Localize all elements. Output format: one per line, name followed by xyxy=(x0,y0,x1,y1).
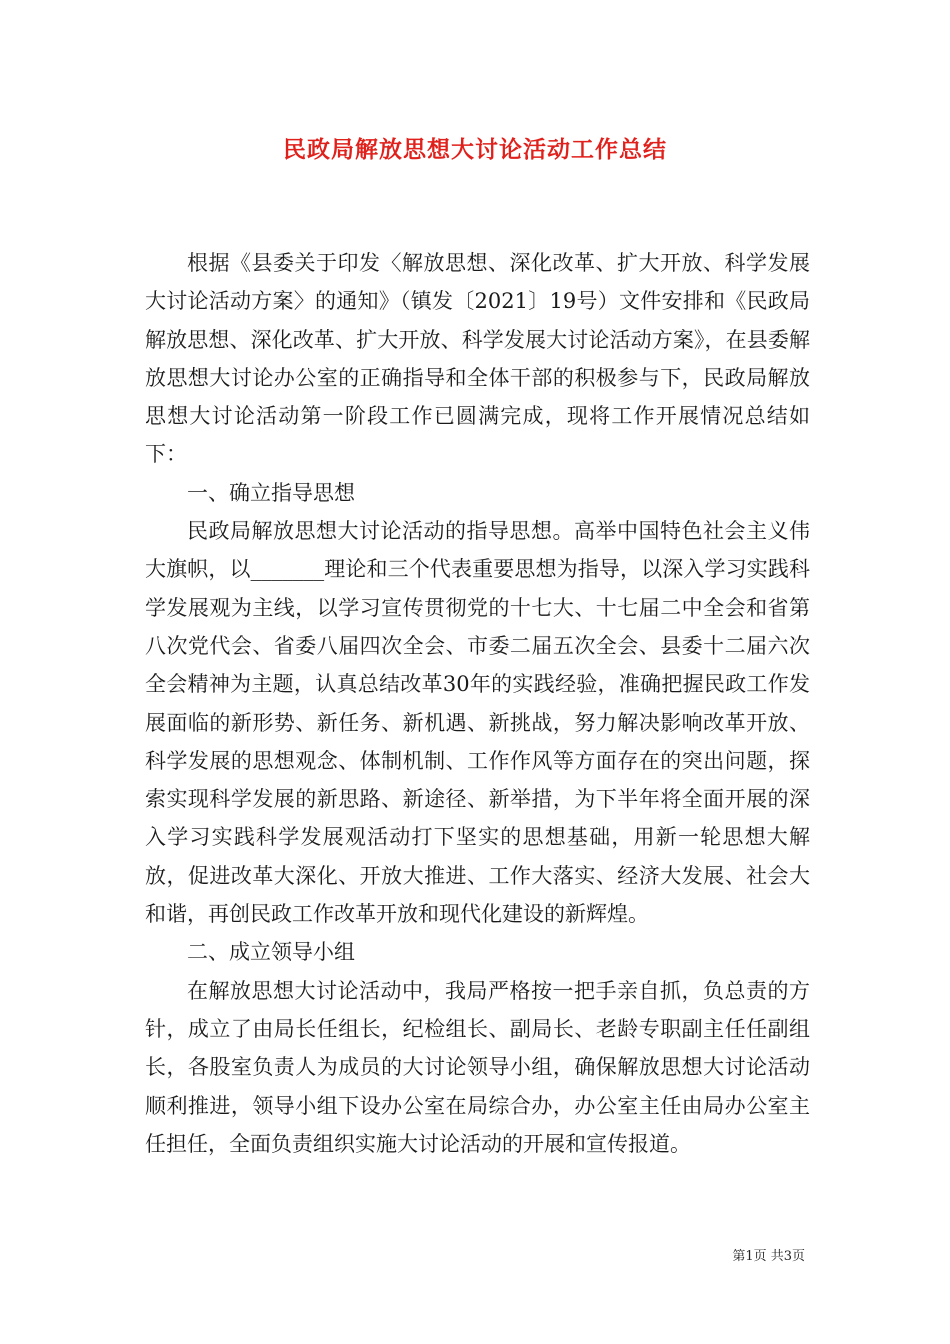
section-heading-leading-group: 二、成立领导小组 xyxy=(187,940,355,965)
document-body xyxy=(145,244,810,1163)
document-title: 民政局解放思想大讨论活动工作总结 xyxy=(283,136,667,163)
intro-paragraph: 根据《县委关于印发〈解放思想、深化改革、扩大开放、科学发展大讨论活动方案〉的通知》（镇发〔2021〕19号）文件安排和《民政局解放思想、深化改革、扩大开放、科学发展大讨论活动方案》，在县委解放思想大讨论办公室的正确指导和全体干部的积极参与下，民政局解放思想大讨论活动第一阶段工作已圆满完成，现将工作开展情况总结如下： xyxy=(145,251,810,467)
page-number: 第1页 共3页 xyxy=(732,1249,805,1264)
guiding-thought-paragraph: 民政局解放思想大讨论活动的指导思想。高举中国特色社会主义伟大旗帜，以_______理论和三个代表重要思想为指导，以深入学习实践科学发展观为主线，以学习宣传贯彻党的十七大、十七届二中全会和省第八次党代会、省委八届四次全会、市委二届五次全会、县委十二届六次全会精神为主题，认真总结改革30年的实践经验，准确把握民政工作发展面临的新形势、新任务、新机遇、新挑战，努力解决影响改革开放、科学发展的思想观念、体制机制、工作作风等方面存在的突出问题，探索实现科学发展的新思路、新途径、新举措，为下半年将全面开展的深入学习实践科学发展观活动打下坚实的思想基础，用新一轮思想大解放，促进改革大深化、开放大推进、工作大落实、经济大发展、社会大和谐，再创民政工作改革开放和现代化建设的新辉煌。 xyxy=(145,519,810,927)
leading-group-paragraph: 在解放思想大讨论活动中，我局严格按一把手亲自抓，负总责的方针，成立了由局长任组长，纪检组长、副局长、老龄专职副主任任副组长，各股室负责人为成员的大讨论领导小组，确保解放思想大讨论活动顺利推进，领导小组下设办公室在局综合办，办公室主任由局办公室主任担任，全面负责组织实施大讨论活动的开展和宣传报道。 xyxy=(145,978,810,1156)
section-heading-guiding-thought: 一、确立指导思想 xyxy=(187,480,355,505)
